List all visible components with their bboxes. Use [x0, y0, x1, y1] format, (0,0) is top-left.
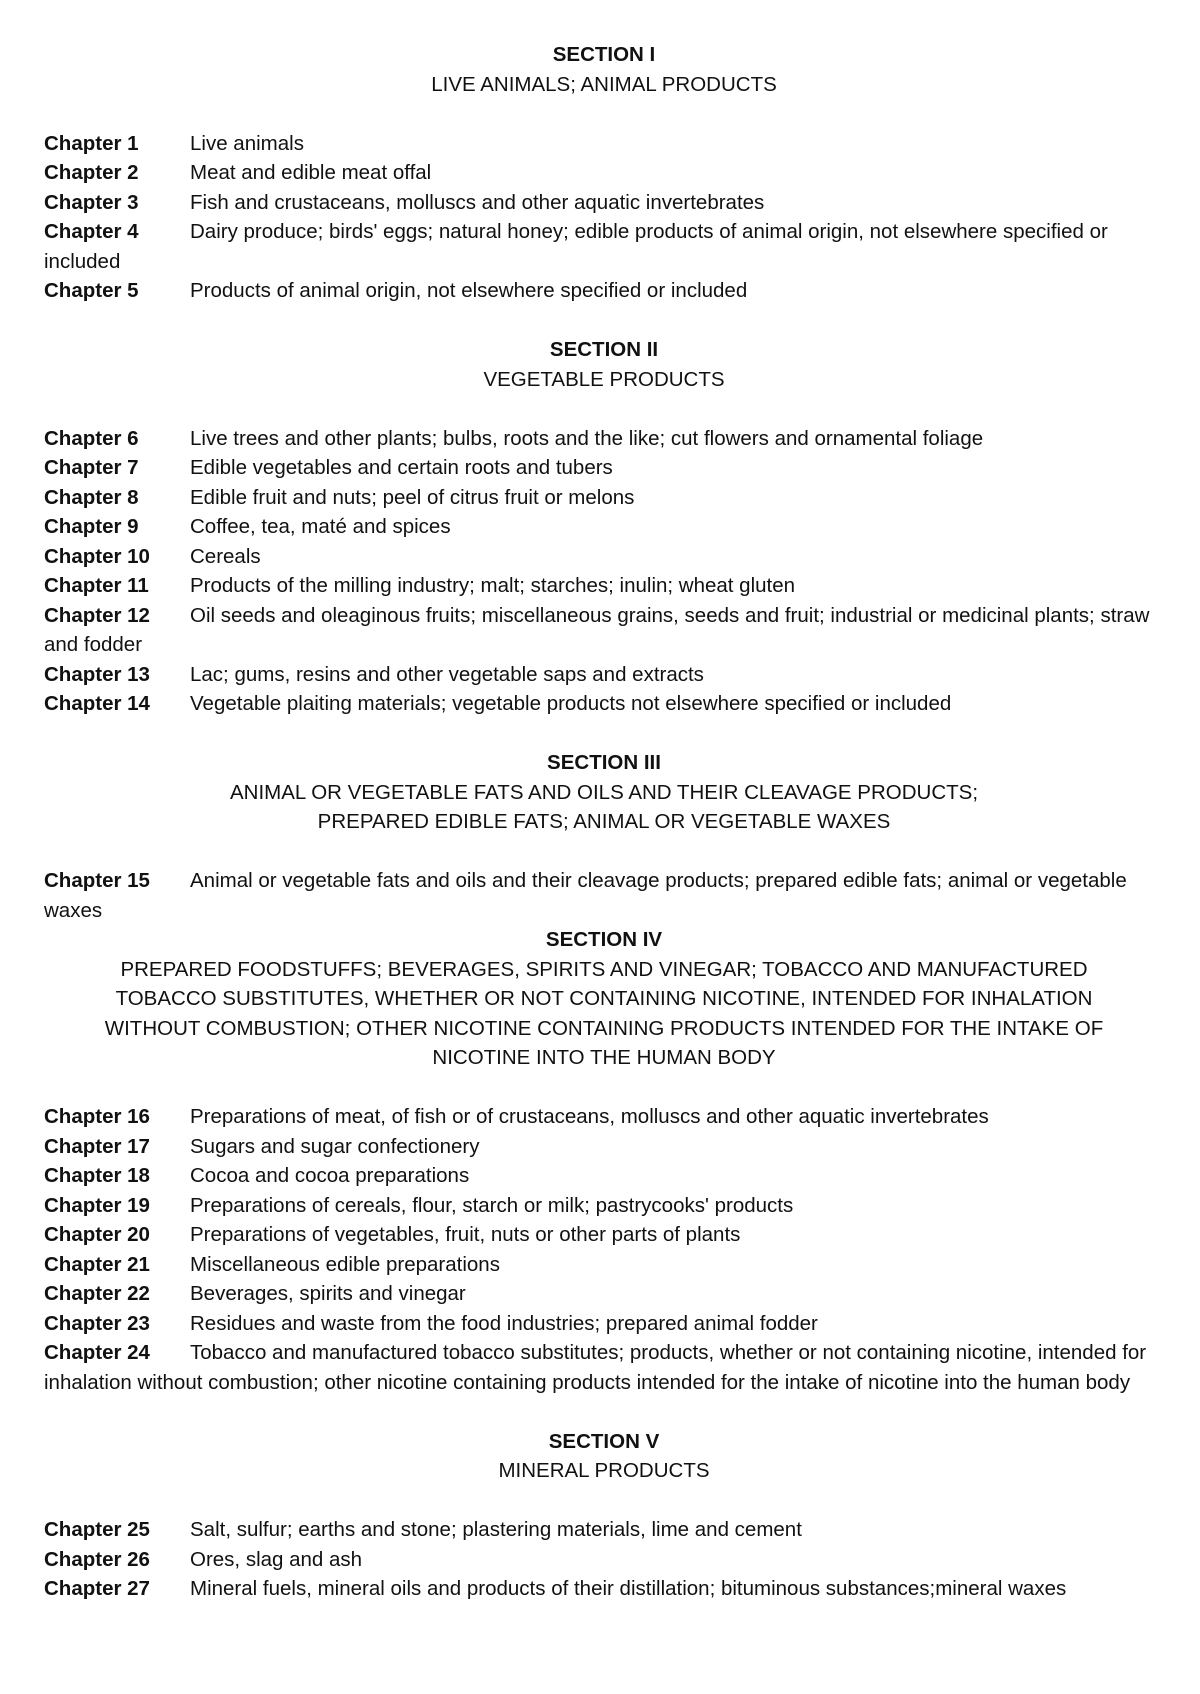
section-title: SECTION V — [548, 1429, 660, 1453]
section-heading — [44, 1427, 1164, 1486]
chapter-entry — [44, 276, 1164, 306]
chapter-title: Products of animal origin, not elsewhere specified or included — [190, 279, 748, 302]
chapter-title: Preparations of vegetables, fruit, nuts or other parts of plants — [190, 1223, 741, 1246]
section-subtitle: PREPARED EDIBLE FATS; ANIMAL OR VEGETABLE WAXES — [317, 810, 891, 833]
chapter-entry — [44, 542, 1164, 572]
chapter-entry — [44, 453, 1164, 483]
chapter-entry — [44, 1545, 1164, 1575]
section-5 — [44, 1427, 1164, 1604]
section-subtitle: LIVE ANIMALS; ANIMAL PRODUCTS — [431, 72, 777, 96]
chapter-entry — [44, 866, 1164, 925]
chapter-title: Products of the milling industry; malt; starches; inulin; wheat gluten — [190, 574, 796, 597]
chapter-entry — [44, 1161, 1164, 1191]
chapter-label: Chapter 21 — [44, 1252, 150, 1276]
chapter-title: Animal or vegetable fats and oils and their cleavage products; prepared edible fats; animal or vegetable waxes — [44, 869, 1127, 922]
chapter-entry — [44, 483, 1164, 513]
chapter-label: Chapter 22 — [44, 1282, 150, 1305]
chapter-label: Chapter 8 — [44, 485, 139, 509]
chapter-label: Chapter 14 — [44, 692, 150, 715]
chapter-label: Chapter 7 — [44, 456, 139, 479]
chapter-label: Chapter 23 — [44, 1311, 150, 1335]
chapter-label: Chapter 1 — [44, 131, 139, 155]
chapter-label: Chapter 24 — [44, 1341, 150, 1364]
chapter-label: Chapter 13 — [44, 662, 150, 686]
chapter-entry — [44, 1309, 1164, 1339]
section-heading — [44, 40, 1164, 99]
section-subtitle: MINERAL PRODUCTS — [498, 1459, 710, 1482]
chapter-entry — [44, 689, 1164, 719]
chapter-label: Chapter 19 — [44, 1193, 150, 1217]
chapter-title: Residues and waste from the food industries; prepared animal fodder — [190, 1311, 818, 1335]
chapter-title: Edible fruit and nuts; peel of citrus fruit or melons — [190, 485, 635, 509]
chapter-title: Ores, slag and ash — [190, 1547, 363, 1571]
chapter-title: Dairy produce; birds' eggs; natural honey; edible products of animal origin, not elsewhere specified or included — [44, 220, 1108, 273]
chapter-label: Chapter 10 — [44, 544, 150, 568]
chapter-entry — [44, 158, 1164, 188]
chapter-label: Chapter 16 — [44, 1105, 150, 1128]
chapter-label: Chapter 9 — [44, 515, 139, 538]
chapter-entry — [44, 1191, 1164, 1221]
chapter-title: Miscellaneous edible preparations — [190, 1252, 500, 1276]
section-subtitle: NICOTINE INTO THE HUMAN BODY — [432, 1046, 776, 1069]
section-title: SECTION III — [547, 751, 661, 774]
section-subtitle: VEGETABLE PRODUCTS — [483, 367, 725, 391]
chapter-label: Chapter 11 — [44, 574, 149, 597]
chapter-title: Lac; gums, resins and other vegetable saps and extracts — [190, 662, 704, 686]
chapter-title: Meat and edible meat offal — [190, 161, 432, 184]
chapter-title: Mineral fuels, mineral oils and products of their distillation; bituminous substances;mineral waxes — [190, 1577, 1067, 1600]
section-heading — [44, 335, 1164, 394]
section-1 — [44, 40, 1164, 306]
chapter-label: Chapter 12 — [44, 603, 150, 627]
chapter-title: Live animals — [190, 131, 304, 155]
chapter-label: Chapter 6 — [44, 426, 139, 450]
section-subtitle: WITHOUT COMBUSTION; OTHER NICOTINE CONTAINING PRODUCTS INTENDED FOR THE INTAKE OF — [104, 1016, 1104, 1040]
chapter-entry — [44, 217, 1164, 276]
chapter-title: Edible vegetables and certain roots and tubers — [190, 456, 613, 479]
chapter-entry — [44, 1515, 1164, 1545]
chapter-label: Chapter 4 — [44, 220, 139, 243]
chapter-entry — [44, 1338, 1164, 1397]
chapter-title: Live trees and other plants; bulbs, roots and the like; cut flowers and ornamental foliage — [190, 426, 984, 450]
chapter-entry — [44, 571, 1164, 601]
chapter-entry — [44, 660, 1164, 690]
chapter-label: Chapter 27 — [44, 1577, 150, 1600]
chapter-entry — [44, 1250, 1164, 1280]
chapter-label: Chapter 18 — [44, 1164, 150, 1187]
chapter-entry — [44, 601, 1164, 660]
section-title: SECTION II — [549, 338, 659, 361]
chapter-label: Chapter 25 — [44, 1518, 150, 1541]
document-page — [44, 40, 1164, 1604]
chapter-label: Chapter 15 — [44, 869, 150, 892]
chapter-entry — [44, 1279, 1164, 1309]
section-subtitle: PREPARED FOODSTUFFS; BEVERAGES, SPIRITS AND VINEGAR; TOBACCO AND MANUFACTURED — [120, 957, 1088, 981]
section-4 — [44, 925, 1164, 1397]
chapter-label: Chapter 17 — [44, 1134, 150, 1158]
chapter-entry — [44, 512, 1164, 542]
section-heading — [44, 925, 1164, 1073]
chapter-entry — [44, 1132, 1164, 1162]
section-3 — [44, 748, 1164, 925]
section-2 — [44, 335, 1164, 719]
chapter-title: Cereals — [190, 544, 261, 568]
section-subtitle: TOBACCO SUBSTITUTES, WHETHER OR NOT CONTAINING NICOTINE, INTENDED FOR INHALATION — [115, 987, 1093, 1010]
chapter-title: Salt, sulfur; earths and stone; plastering materials, lime and cement — [190, 1518, 802, 1541]
chapter-title: Oil seeds and oleaginous fruits; miscellaneous grains, seeds and fruit; industrial or medicinal plants; straw and fodder — [44, 603, 1150, 656]
chapter-title: Tobacco and manufactured tobacco substitutes; products, whether or not containing nicotine, intended for inhalation without combustion; other nicotine containing products intended for the intake of nicotine into the human body — [44, 1341, 1147, 1394]
chapter-label: Chapter 3 — [44, 190, 139, 214]
section-title: SECTION I — [552, 43, 656, 66]
chapter-label: Chapter 26 — [44, 1547, 150, 1571]
section-subtitle: ANIMAL OR VEGETABLE FATS AND OILS AND THEIR CLEAVAGE PRODUCTS; — [229, 780, 979, 804]
chapter-title: Beverages, spirits and vinegar — [190, 1282, 466, 1305]
chapter-entry — [44, 424, 1164, 454]
chapter-entry — [44, 1220, 1164, 1250]
chapter-title: Coffee, tea, maté and spices — [190, 515, 451, 538]
chapter-entry — [44, 1574, 1164, 1604]
chapter-title: Sugars and sugar confectionery — [190, 1134, 480, 1158]
section-heading — [44, 748, 1164, 837]
chapter-entry — [44, 129, 1164, 159]
chapter-title: Fish and crustaceans, molluscs and other aquatic invertebrates — [190, 190, 765, 214]
chapter-title: Preparations of cereals, flour, starch or milk; pastrycooks' products — [190, 1193, 794, 1217]
chapter-title: Preparations of meat, of fish or of crustaceans, molluscs and other aquatic invertebrates — [190, 1105, 989, 1128]
chapter-label: Chapter 5 — [44, 279, 139, 302]
chapter-label: Chapter 2 — [44, 161, 139, 184]
chapter-entry — [44, 188, 1164, 218]
chapter-label: Chapter 20 — [44, 1223, 150, 1246]
chapter-entry — [44, 1102, 1164, 1132]
section-title: SECTION IV — [545, 928, 663, 951]
chapter-title: Vegetable plaiting materials; vegetable products not elsewhere specified or included — [190, 692, 952, 715]
chapter-title: Cocoa and cocoa preparations — [190, 1164, 470, 1187]
